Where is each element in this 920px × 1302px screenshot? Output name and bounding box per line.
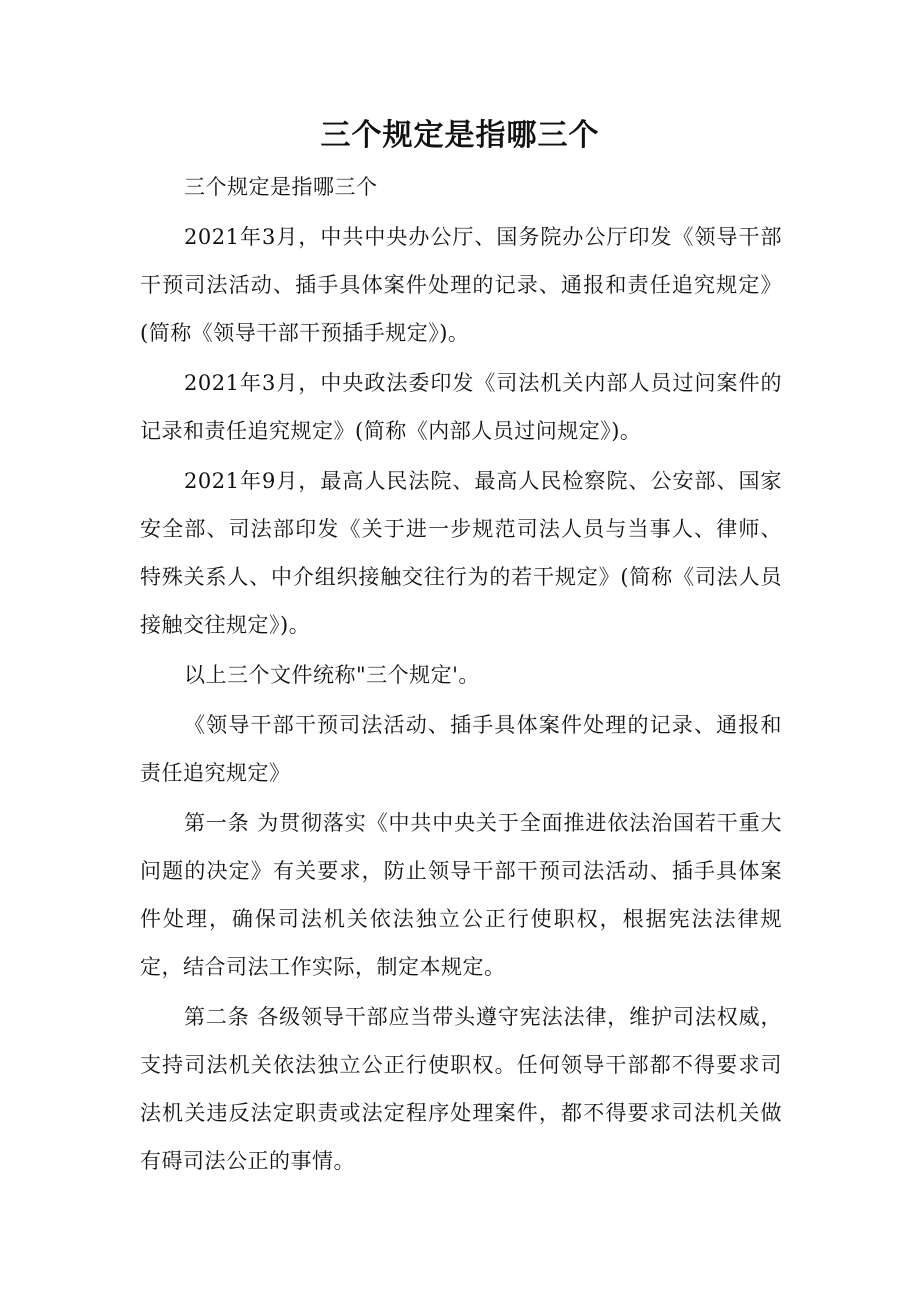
- paragraph-article-one: 第一条 为贯彻落实《中共中央关于全面推进依法治国若干重大问题的决定》有关要求，防止领导干部干预司法活动、插手具体案件处理，确保司法机关依法独立公正行使职权，根据宪法法律规定，结合司法工作实际，制定本规定。: [140, 811, 782, 979]
- paragraph-subtitle: 三个规定是指哪三个: [184, 175, 378, 199]
- paragraph-first-regulation: 2021年3月，中共中央办公厅、国务院办公厅印发《领导干部干预司法活动、插手具体案件处理的记录、通报和责任追究规定》(简称《领导干部干预插手规定》)。: [140, 225, 782, 345]
- paragraph-third-regulation: 2021年9月，最高人民法院、最高人民检察院、公安部、国家安全部、司法部印发《关于进一步规范司法人员与当事人、律师、特殊关系人、中介组织接触交往行为的若干规定》(简称《司法人员接触交往规定》)。: [140, 469, 782, 637]
- paragraph-summary: 以上三个文件统称"三个规定'。: [184, 663, 480, 687]
- paragraph-regulation-heading: 《领导干部干预司法活动、插手具体案件处理的记录、通报和责任追究规定》: [140, 713, 782, 785]
- paragraph-second-regulation: 2021年3月，中央政法委印发《司法机关内部人员过问案件的记录和责任追究规定》(简称《内部人员过问规定》)。: [140, 371, 782, 443]
- paragraph-article-two: 第二条 各级领导干部应当带头遵守宪法法律，维护司法权威，支持司法机关依法独立公正行使职权。任何领导干部都不得要求司法机关违反法定职责或法定程序处理案件，都不得要求司法机关做有碍司法公正的事情。: [140, 1005, 782, 1173]
- document-body: [140, 163, 782, 1187]
- document-title: 三个规定是指哪三个: [320, 118, 600, 153]
